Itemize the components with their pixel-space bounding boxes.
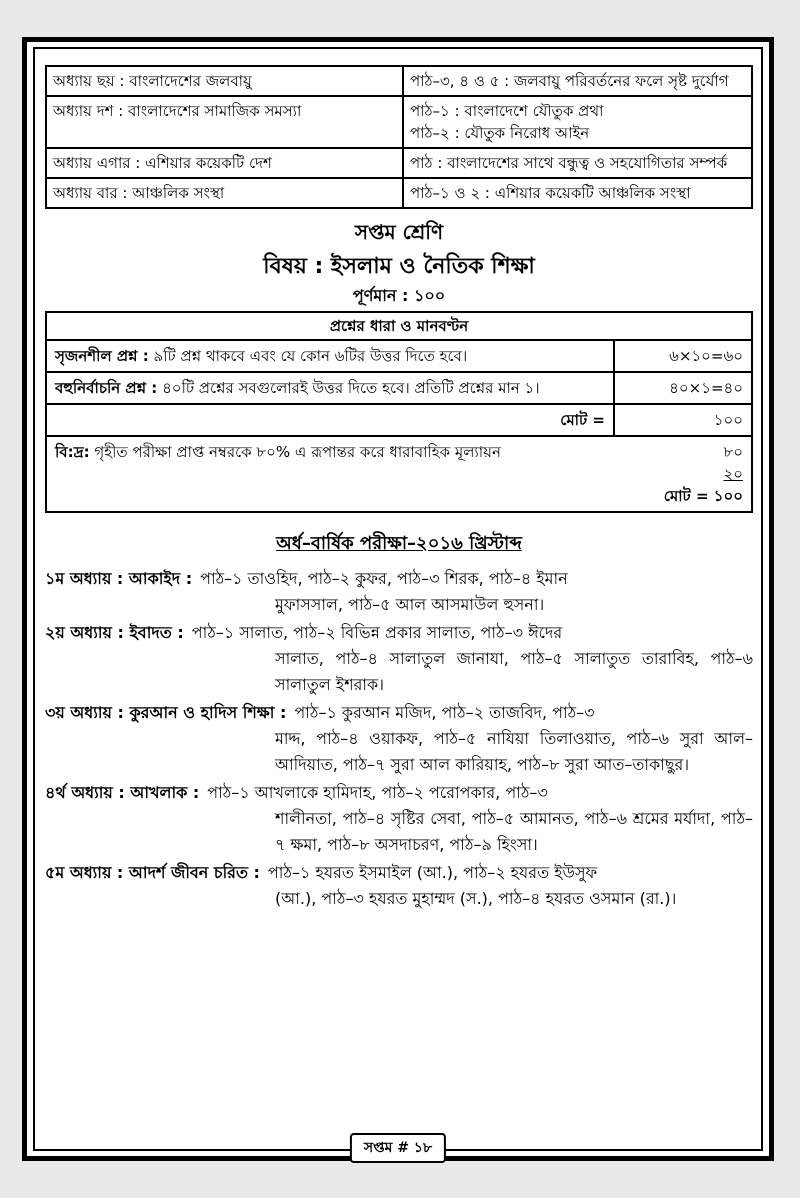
mcq-label: বহুনির্বাচনি প্রশ্ন : (55, 379, 158, 397)
question-marks-box (45, 311, 753, 513)
mcq-row (47, 373, 751, 405)
topic-row (46, 148, 752, 178)
syllabus-chapter-label: ৩য় অধ্যায় : কুরআন ও হাদিস শিক্ষা : (45, 703, 287, 722)
topic-lessons (403, 148, 752, 178)
full-marks: পূর্ণমান : ১০০ (352, 286, 446, 305)
creative-question-label: সৃজনশীল প্রশ্ন : (55, 347, 149, 365)
syllabus-chapter (45, 860, 753, 912)
total-label: মোট = (47, 405, 615, 435)
syllabus-chapter (45, 566, 753, 618)
topic-lessons (403, 96, 752, 148)
total-value: ১০০ (713, 411, 743, 429)
syllabus-chapter-label: ৪র্থ অধ্যায় : আখলাক : (45, 783, 200, 802)
subject-title: বিষয় : ইসলাম ও নৈতিক শিক্ষা (263, 254, 535, 279)
syllabus-chapter-label: ২য় অধ্যায় : ইবাদত : (45, 623, 184, 642)
creative-question-row (47, 341, 751, 373)
syllabus-lessons-rest: মাদ্দ, পাঠ–৪ ওয়াকফ, পাঠ–৫ নাযিয়া তিলাওয়াত, পাঠ–৬ সুরা আল–আদিয়াত, পাঠ–৭ সুরা আল কারিয়াহ, পাঠ–৮ সুরা আত–তাকাছুর। (275, 729, 753, 774)
topic-chapter: অধ্যায় এগার : এশিয়ার কয়েকটি দেশ (46, 148, 403, 178)
syllabus-lessons-first: পাঠ–১ আখলাকে হামিদাহ, পাঠ–২ পরোপকার, পাঠ–৩ (207, 783, 548, 802)
page-content (45, 65, 753, 914)
topic-lesson: পাঠ : বাংলাদেশের সাথে বন্ধুত্ব ও সহযোগিতার সম্পর্ক (410, 154, 728, 172)
class-title: সপ্তম শ্রেণি (354, 220, 444, 244)
topic-row (46, 66, 752, 96)
topics-table (45, 65, 753, 209)
syllabus-lessons-first: পাঠ–১ কুরআন মজিদ, পাঠ–২ তাজবিদ, পাঠ–৩ (294, 703, 595, 722)
note-label: বি:দ্র: (55, 443, 90, 461)
syllabus-chapter-label: ১ম অধ্যায় : আকাইদ : (45, 569, 193, 588)
syllabus-chapter (45, 620, 753, 698)
syllabus-list (45, 566, 753, 912)
topic-lesson: পাঠ–৩, ৪ ও ৫ : জলবায়ু পরিবর্তনের ফলে সৃষ্ট দুর্যোগ (410, 72, 729, 90)
topic-lesson: পাঠ–১ ও ২ : এশিয়ার কয়েকটি আঞ্চলিক সংস্থা (410, 184, 691, 202)
topic-lesson: পাঠ–২ : যৌতুক নিরোধ আইন (410, 124, 590, 142)
syllabus-lessons-rest: শালীনতা, পাঠ–৪ সৃষ্টির সেবা, পাঠ–৫ আমানত, পাঠ–৬ শ্রমের মর্যাদা, পাঠ–৭ ক্ষমা, পাঠ–৮ অসদাচরণ, পাঠ–৯ হিংসা। (275, 809, 753, 854)
topic-lesson: পাঠ–১ : বাংলাদেশে যৌতুক প্রথা (410, 102, 604, 120)
inner-frame (33, 47, 763, 1156)
syllabus-chapter (45, 700, 753, 778)
note-row (47, 437, 751, 511)
question-box-heading: প্রশ্নের ধারা ও মানবণ্টন (47, 313, 751, 341)
syllabus-lessons-first: পাঠ–১ তাওহিদ, পাঠ–২ কুফর, পাঠ–৩ শিরক, পাঠ–৪ ইমান (200, 569, 568, 588)
topic-chapter: অধ্যায় দশ : বাংলাদেশের সামাজিক সমস্যা (46, 96, 403, 148)
note-value-20: ২০ (723, 465, 743, 483)
note-total: মোট = ১০০ (663, 487, 743, 505)
syllabus-lessons-first: পাঠ–১ হযরত ইসমাইল (আ.), পাঠ–২ হযরত ইউসুফ (267, 863, 598, 882)
creative-question-marks: ৬×১০=৬০ (669, 347, 743, 365)
mcq-marks: ৪০×১=৪০ (669, 379, 743, 397)
total-row (47, 405, 751, 437)
topic-row (46, 96, 752, 148)
topic-chapter: অধ্যায় বার : আঞ্চলিক সংস্থা (46, 178, 403, 208)
topic-lessons (403, 178, 752, 208)
creative-question-text: ৯টি প্রশ্ন থাকবে এবং যে কোন ৬টির উত্তর দিতে হবে। (153, 347, 468, 365)
syllabus-lessons-rest: (আ.), পাঠ–৩ হযরত মুহাম্মদ (স.), পাঠ–৪ হযরত ওসমান (রা.)। (275, 889, 677, 908)
syllabus-lessons-first: পাঠ–১ সালাত, পাঠ–২ বিভিন্ন প্রকার সালাত, পাঠ–৩ ঈদের (191, 623, 563, 642)
exam-title: অর্ধ–বার্ষিক পরীক্ষা–২০১৬ খ্রিস্টাব্দ (276, 533, 522, 554)
note-value-80: ৮০ (723, 443, 743, 461)
syllabus-lessons-rest: মুফাসসাল, পাঠ–৫ আল আসমাউল হুসনা। (275, 595, 545, 614)
topic-chapter: অধ্যায় ছয় : বাংলাদেশের জলবায়ু (46, 66, 403, 96)
syllabus-lessons-rest: সালাত, পাঠ–৪ সালাতুল জানাযা, পাঠ–৫ সালাতুত তারাবিহ, পাঠ–৬ সালাতুল ইশরাক। (275, 649, 753, 694)
syllabus-chapter-label: ৫ম অধ্যায় : আদর্শ জীবন চরিত : (45, 863, 260, 882)
mcq-text: ৪০টি প্রশ্নের সবগুলোরই উত্তর দিতে হবে। প্রতিটি প্রশ্নের মান ১। (162, 379, 540, 397)
note-text: গৃহীত পরীক্ষা প্রাপ্ত নম্বরকে ৮০% এ রূপান্তর করে ধারাবাহিক মূল্যায়ন (94, 443, 501, 461)
page-footer: সপ্তম # ১৮ (350, 1133, 446, 1163)
topic-row (46, 178, 752, 208)
page-frame (22, 37, 774, 1161)
syllabus-chapter (45, 780, 753, 858)
topic-lessons (403, 66, 752, 96)
